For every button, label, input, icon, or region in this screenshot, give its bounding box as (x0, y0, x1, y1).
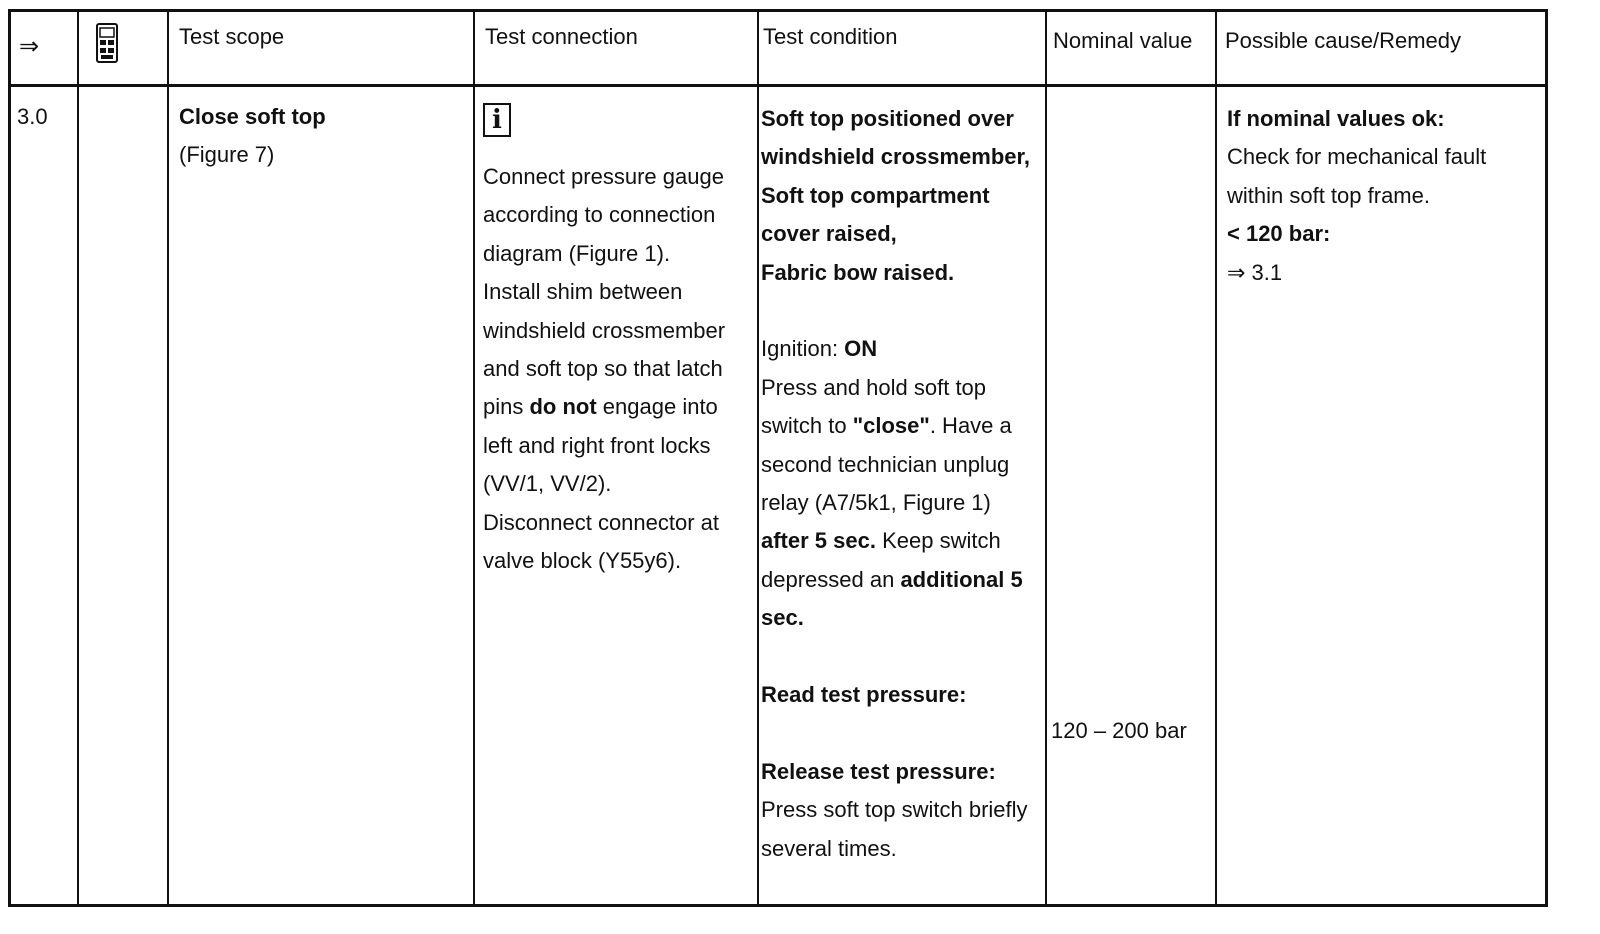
condition-line: Press soft top switch briefly (761, 797, 1028, 823)
header-divider (11, 84, 1545, 87)
test-connection-cell (483, 102, 725, 580)
scope-figure: (Figure 7) (179, 142, 275, 168)
remedy-line: Check for mechanical fault (1227, 144, 1487, 170)
text: engage into (596, 394, 718, 420)
connection-line: according to connection (483, 202, 716, 228)
col-divider (167, 12, 169, 904)
remedy-cell (1227, 100, 1486, 292)
step-number: 3.0 (17, 104, 48, 129)
emphasis: do not (529, 394, 597, 420)
condition-line (761, 522, 1030, 560)
connection-line: valve block (Y55y6). (483, 548, 682, 574)
header-test-connection: Test connection (485, 24, 638, 49)
condition-line (761, 407, 1030, 445)
info-icon: i (483, 103, 511, 137)
remedy-ok-title: If nominal values ok: (1227, 106, 1445, 131)
connection-line: Disconnect connector at (483, 509, 720, 535)
connection-line: left and right front locks (483, 432, 711, 458)
condition-line: sec. (761, 605, 804, 631)
condition-line: relay (A7/5k1, Figure 1) (761, 490, 991, 516)
text: pins (483, 394, 530, 420)
release-pressure-label: Release test pressure: (761, 758, 996, 784)
condition-line: several times. (761, 835, 897, 861)
remedy-low-title: < 120 bar: (1227, 221, 1331, 247)
scope-title: Close soft top (179, 104, 326, 129)
remedy-link[interactable]: ⇒ 3.1 (1227, 259, 1283, 285)
header-nominal-value: Nominal value (1053, 28, 1193, 53)
emphasis: additional 5 (900, 566, 1023, 592)
col-divider (1045, 12, 1047, 904)
read-pressure-label: Read test pressure: (761, 682, 967, 708)
connection-line: Install shim between (483, 279, 683, 305)
col-divider (1215, 12, 1217, 904)
connection-line: and soft top so that latch (483, 356, 723, 382)
test-condition-cell (761, 100, 1030, 868)
condition-line: Fabric bow raised. (761, 259, 955, 285)
connection-line: Connect pressure gauge (483, 164, 724, 189)
text: depressed an (761, 566, 901, 592)
text: switch to (761, 413, 853, 439)
text: . Have a (929, 413, 1012, 439)
condition-line (761, 330, 1030, 368)
condition-line: second technician unplug (761, 451, 1010, 477)
header-test-condition: Test condition (763, 24, 898, 49)
header-possible-cause: Possible cause/Remedy (1225, 28, 1462, 53)
condition-line: Soft top compartment (761, 182, 990, 208)
col-divider (757, 12, 759, 904)
remedy-line: within soft top frame. (1227, 182, 1430, 208)
emphasis: ON (844, 336, 878, 362)
condition-line: windshield crossmember, (761, 144, 1030, 170)
col-divider (77, 12, 79, 904)
connection-line: windshield crossmember (483, 317, 726, 343)
text: Ignition: (761, 336, 845, 362)
arrow-header: ⇒ (19, 33, 40, 60)
tester-icon (95, 22, 121, 66)
condition-line: Soft top positioned over (761, 106, 1014, 131)
condition-line (761, 561, 1030, 599)
emphasis: "close" (852, 413, 930, 439)
nominal-value: 120 – 200 bar (1051, 718, 1187, 743)
condition-line: Press and hold soft top (761, 374, 987, 400)
connection-line (483, 388, 725, 426)
header-test-scope: Test scope (179, 24, 285, 49)
test-scope-cell (179, 98, 326, 175)
text: Keep switch (875, 528, 1001, 554)
connection-line: (VV/1, VV/2). (483, 471, 612, 497)
condition-line: cover raised, (761, 221, 897, 247)
diagnostic-table (8, 9, 1548, 907)
col-divider (473, 12, 475, 904)
connection-line: diagram (Figure 1). (483, 240, 671, 266)
emphasis: after 5 sec. (761, 528, 876, 554)
